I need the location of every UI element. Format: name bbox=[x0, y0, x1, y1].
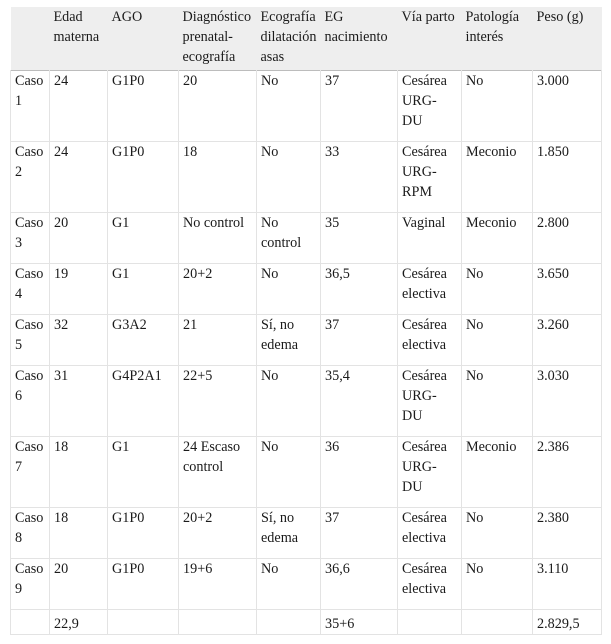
cell-case: Caso 6 bbox=[11, 365, 50, 436]
cell-weight: 3.000 bbox=[533, 70, 602, 141]
cell-gestational-age: 35,4 bbox=[321, 365, 398, 436]
cell-case: Caso 2 bbox=[11, 141, 50, 212]
total-weight: 2.829,5 bbox=[533, 609, 602, 634]
table-row bbox=[11, 558, 602, 609]
header-case bbox=[11, 7, 50, 70]
cell-pathology: No bbox=[462, 70, 533, 141]
cell-loop-dilation: Sí, no edema bbox=[257, 314, 321, 365]
cell-pathology: Meconio bbox=[462, 141, 533, 212]
cell-ago: G1P0 bbox=[108, 141, 179, 212]
table-container bbox=[10, 7, 601, 635]
cell-loop-dilation: No bbox=[257, 365, 321, 436]
total-maternal-age: 22,9 bbox=[50, 609, 108, 634]
cell-loop-dilation: No bbox=[257, 558, 321, 609]
cell-weight: 2.380 bbox=[533, 507, 602, 558]
cell-maternal-age: 24 bbox=[50, 141, 108, 212]
cell-delivery-route: Cesárea URG-DU bbox=[398, 70, 462, 141]
cell-weight: 3.110 bbox=[533, 558, 602, 609]
total-case bbox=[11, 609, 50, 634]
cell-ago: G1P0 bbox=[108, 70, 179, 141]
cell-pathology: No bbox=[462, 263, 533, 314]
cell-prenatal-diagnosis: 24 Escaso control bbox=[179, 436, 257, 507]
cell-gestational-age: 37 bbox=[321, 70, 398, 141]
header-prenatal-diagnosis: Diagnóstico prenatal-ecografía bbox=[182, 9, 252, 66]
cell-loop-dilation: No bbox=[257, 436, 321, 507]
header-ago: AGO bbox=[111, 9, 143, 25]
cell-case: Caso 4 bbox=[11, 263, 50, 314]
cell-ago: G1 bbox=[108, 436, 179, 507]
cell-pathology: Meconio bbox=[462, 436, 533, 507]
cell-pathology: Meconio bbox=[462, 212, 533, 263]
cell-prenatal-diagnosis: 22+5 bbox=[179, 365, 257, 436]
cell-case: Caso 9 bbox=[11, 558, 50, 609]
cell-loop-dilation: No control bbox=[257, 212, 321, 263]
cell-weight: 3.030 bbox=[533, 365, 602, 436]
cell-weight: 2.800 bbox=[533, 212, 602, 263]
cell-delivery-route: Cesárea URG-DU bbox=[398, 365, 462, 436]
table-row bbox=[11, 263, 602, 314]
header-row bbox=[11, 7, 602, 70]
cell-ago: G1P0 bbox=[108, 507, 179, 558]
cell-prenatal-diagnosis: 21 bbox=[179, 314, 257, 365]
table-row bbox=[11, 314, 602, 365]
cell-delivery-route: Cesárea electiva bbox=[398, 263, 462, 314]
cell-maternal-age: 19 bbox=[50, 263, 108, 314]
cell-prenatal-diagnosis: 20+2 bbox=[179, 263, 257, 314]
clinical-cases-table bbox=[10, 7, 602, 635]
cell-maternal-age: 20 bbox=[50, 212, 108, 263]
cell-maternal-age: 31 bbox=[50, 365, 108, 436]
cell-case: Caso 3 bbox=[11, 212, 50, 263]
cell-gestational-age: 36,6 bbox=[321, 558, 398, 609]
cell-delivery-route: Cesárea URG-DU bbox=[398, 436, 462, 507]
cell-ago: G1 bbox=[108, 212, 179, 263]
cell-ago: G1P0 bbox=[108, 558, 179, 609]
cell-gestational-age: 37 bbox=[321, 507, 398, 558]
cell-delivery-route: Cesárea electiva bbox=[398, 558, 462, 609]
cell-prenatal-diagnosis: No control bbox=[179, 212, 257, 263]
cell-weight: 3.650 bbox=[533, 263, 602, 314]
cell-maternal-age: 18 bbox=[50, 436, 108, 507]
cell-delivery-route: Cesárea electiva bbox=[398, 314, 462, 365]
cell-delivery-route: Cesárea electiva bbox=[398, 507, 462, 558]
cell-gestational-age: 36,5 bbox=[321, 263, 398, 314]
cell-maternal-age: 24 bbox=[50, 70, 108, 141]
cell-ago: G1 bbox=[108, 263, 179, 314]
header-loop-dilation: Ecografía dilatación asas bbox=[260, 9, 317, 66]
table-row bbox=[11, 365, 602, 436]
totals-row bbox=[11, 609, 602, 634]
cell-weight: 2.386 bbox=[533, 436, 602, 507]
cell-loop-dilation: No bbox=[257, 141, 321, 212]
total-loop-dilation bbox=[257, 609, 321, 634]
cell-gestational-age: 37 bbox=[321, 314, 398, 365]
table-row bbox=[11, 507, 602, 558]
header-weight: Peso (g) bbox=[536, 9, 584, 25]
table-row bbox=[11, 212, 602, 263]
header-maternal-age: Edad materna bbox=[53, 9, 100, 46]
header-delivery-route: Vía parto bbox=[401, 9, 455, 25]
total-gestational-age: 35+6 bbox=[321, 609, 398, 634]
total-delivery-route bbox=[398, 609, 462, 634]
header-gestational-age: EG nacimiento bbox=[324, 9, 388, 46]
table-row bbox=[11, 141, 602, 212]
cell-maternal-age: 18 bbox=[50, 507, 108, 558]
cell-maternal-age: 20 bbox=[50, 558, 108, 609]
cell-prenatal-diagnosis: 18 bbox=[179, 141, 257, 212]
cell-prenatal-diagnosis: 19+6 bbox=[179, 558, 257, 609]
cell-gestational-age: 35 bbox=[321, 212, 398, 263]
cell-loop-dilation: No bbox=[257, 70, 321, 141]
cell-case: Caso 5 bbox=[11, 314, 50, 365]
cell-delivery-route: Cesárea URG-RPM bbox=[398, 141, 462, 212]
cell-loop-dilation: Sí, no edema bbox=[257, 507, 321, 558]
cell-weight: 1.850 bbox=[533, 141, 602, 212]
cell-pathology: No bbox=[462, 314, 533, 365]
cell-case: Caso 8 bbox=[11, 507, 50, 558]
cell-delivery-route: Vaginal bbox=[398, 212, 462, 263]
cell-gestational-age: 36 bbox=[321, 436, 398, 507]
cell-ago: G4P2A1 bbox=[108, 365, 179, 436]
cell-loop-dilation: No bbox=[257, 263, 321, 314]
header-pathology: Patología interés bbox=[465, 9, 520, 46]
cell-gestational-age: 33 bbox=[321, 141, 398, 212]
cell-weight: 3.260 bbox=[533, 314, 602, 365]
cell-pathology: No bbox=[462, 507, 533, 558]
cell-case: Caso 1 bbox=[11, 70, 50, 141]
total-ago bbox=[108, 609, 179, 634]
cell-case: Caso 7 bbox=[11, 436, 50, 507]
cell-ago: G3A2 bbox=[108, 314, 179, 365]
cell-pathology: No bbox=[462, 365, 533, 436]
cell-prenatal-diagnosis: 20+2 bbox=[179, 507, 257, 558]
table-row bbox=[11, 436, 602, 507]
cell-maternal-age: 32 bbox=[50, 314, 108, 365]
table-row bbox=[11, 70, 602, 141]
table-body bbox=[11, 70, 602, 634]
cell-prenatal-diagnosis: 20 bbox=[179, 70, 257, 141]
cell-pathology: No bbox=[462, 558, 533, 609]
total-pathology bbox=[462, 609, 533, 634]
total-prenatal-diagnosis bbox=[179, 609, 257, 634]
